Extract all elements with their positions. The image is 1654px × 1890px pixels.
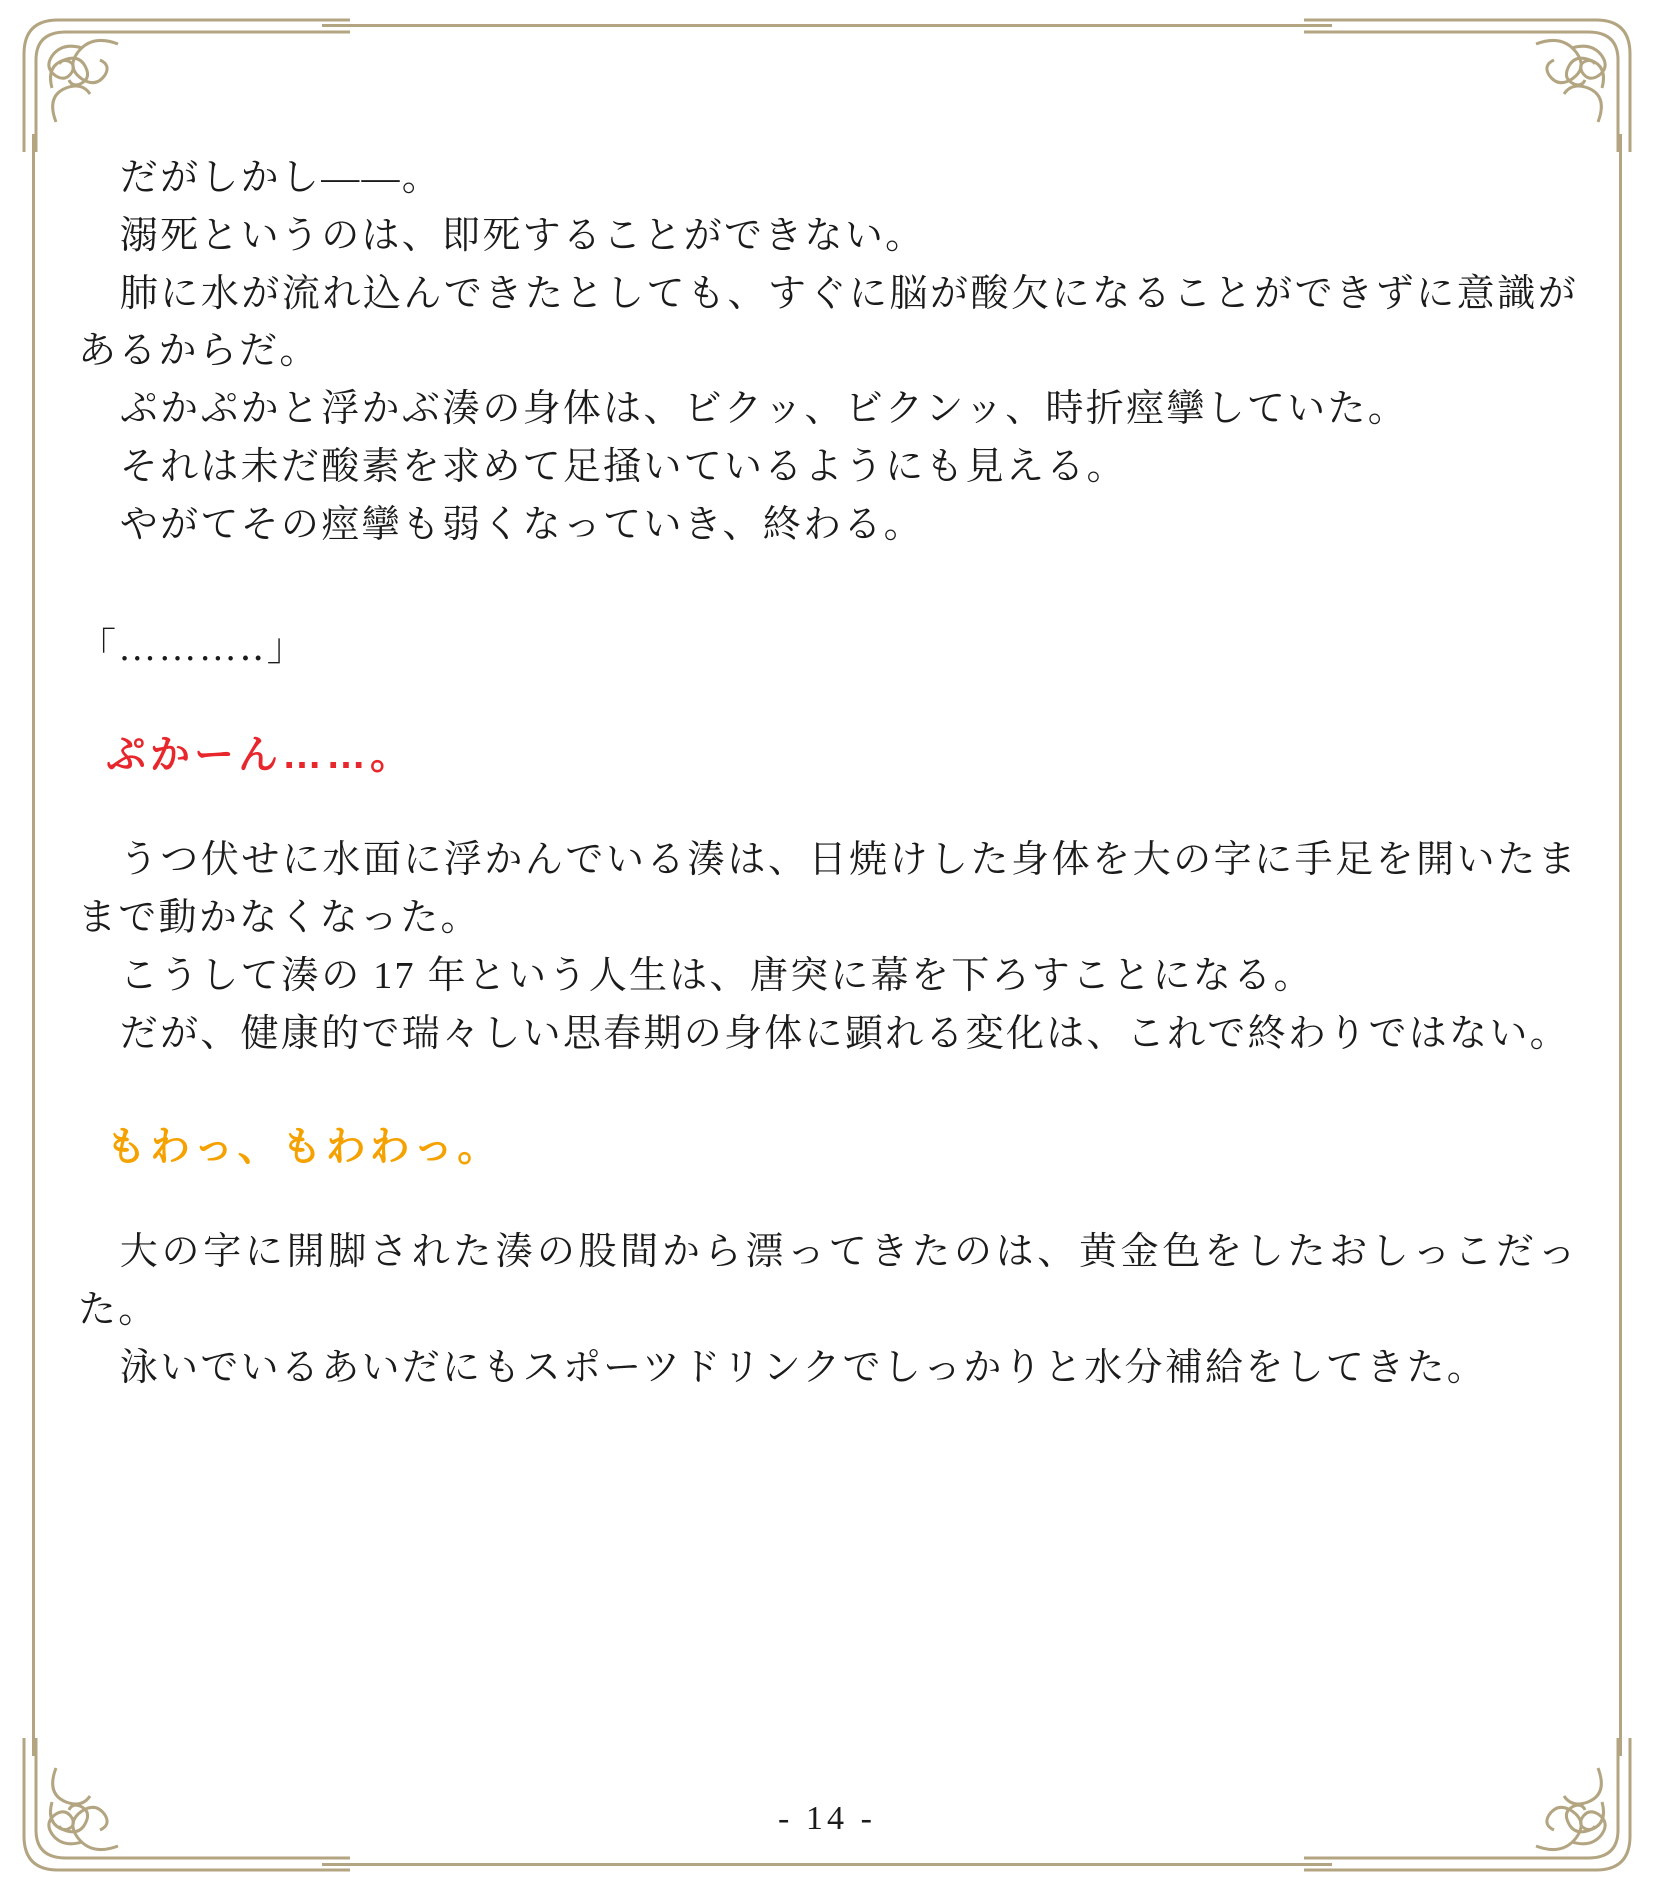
paragraph: 肺に水が流れ込んできたとしても、すぐに脳が酸欠になることができずに意識があるからだ。: [78, 272, 1578, 373]
paragraph: 溺死というのは、即死することができない。: [119, 214, 926, 257]
paragraph: ぷかぷかと浮かぶ湊の身体は、ビクッ、ビクンッ、時折痙攣していた。: [119, 388, 1409, 430]
paragraph: こうして湊の 17 年という人生は、唐突に幕を下ろすことになる。: [119, 954, 1314, 997]
page-text-body: [78, 150, 1578, 1398]
paragraph: だが、健康的で瑞々しい思春期の身体に顕れる変化は、これで終わりではない。: [119, 1012, 1570, 1055]
spacer: [78, 1063, 1578, 1115]
corner-ornament-top-left-icon: [22, 14, 352, 154]
paragraph: 大の字に開脚された湊の股間から漂ってきたのは、黄金色をしたおしっこだった。: [78, 1231, 1578, 1331]
spacer: [78, 1172, 1578, 1224]
corner-ornament-top-right-icon: [1302, 14, 1632, 154]
sound-effect-orange: もわっ、もわわっ。: [106, 1125, 502, 1170]
page-number: - 14 -: [777, 1800, 877, 1837]
paragraph: うつ伏せに水面に浮かんでいる湊は、日焼けした身体を大の字に手足を開いたままで動かなくなった。: [78, 839, 1578, 939]
spacer: [78, 671, 1578, 723]
frame-line-bottom: [322, 1863, 1332, 1866]
frame-line-top: [322, 24, 1332, 27]
frame-line-left: [32, 134, 35, 1756]
paragraph: やがてその痙攣も弱くなっていき、終わる。: [119, 503, 924, 546]
sound-effect-red: ぷかーん……。: [106, 733, 414, 778]
frame-line-right: [1619, 134, 1622, 1756]
paragraph: それは未だ酸素を求めて足掻いているようにも見える。: [119, 445, 1127, 488]
spacer: [78, 554, 1578, 616]
paragraph: だがしかし――。: [119, 157, 443, 199]
dialogue-line: 「………‥」: [78, 627, 308, 670]
spacer: [78, 780, 1578, 832]
paragraph: 泳いでいるあいだにもスポーツドリンクでしっかりと水分補給をしてきた。: [119, 1346, 1488, 1389]
